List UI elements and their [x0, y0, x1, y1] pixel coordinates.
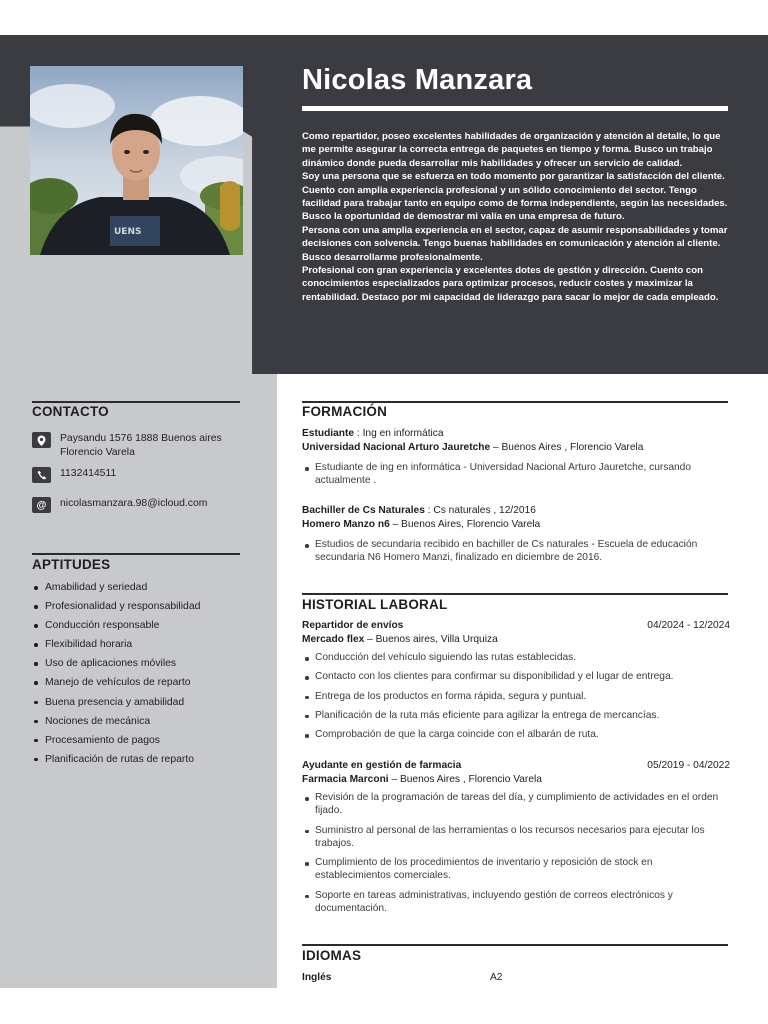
- top-margin: [0, 0, 768, 35]
- list-item: Cumplimiento de los procedimientos de inventario y reposición de stock en establecimientos comerciales.: [302, 856, 730, 883]
- job-entry: [302, 759, 730, 921]
- languages-rule: [302, 944, 728, 946]
- degree: Bachiller de Cs Naturales: [302, 505, 425, 516]
- candidate-name: Nicolas Manzara: [302, 64, 533, 96]
- svg-text:UENS: UENS: [114, 227, 142, 237]
- list-item: Entrega de los productos en forma rápida, segura y puntual.: [302, 690, 730, 703]
- list-item: Conducción responsable: [32, 616, 200, 635]
- languages-title: IDIOMAS: [302, 948, 362, 963]
- list-item: Conducción del vehículo siguiendo las rutas establecidas.: [302, 651, 730, 664]
- school: Universidad Nacional Arturo Jauretche: [302, 441, 491, 453]
- job-role: Ayudante en gestión de farmacia: [302, 760, 462, 771]
- list-item: Uso de aplicaciones móviles: [32, 654, 200, 673]
- school: Homero Manzo n6: [302, 518, 390, 530]
- work-rule: [302, 593, 728, 595]
- list-item: Suministro al personal de las herramientas o los recursos necesarios para ejecutar los trabajos.: [302, 824, 730, 851]
- skills-list: [32, 578, 200, 769]
- education-title: FORMACIÓN: [302, 404, 388, 419]
- school-location: – Buenos Aires , Florencio Varela: [490, 441, 644, 453]
- language-row: [302, 971, 730, 985]
- profile-photo: [30, 66, 243, 255]
- company: Farmacia Marconi: [302, 773, 389, 785]
- list-item: Buena presencia y amabilidad: [32, 693, 200, 712]
- school-location: – Buenos Aires, Florencio Varela: [389, 518, 541, 530]
- address-text: Paysandu 1576 1888 Buenos aires Florencio Varela: [60, 433, 222, 458]
- phone-icon: [32, 467, 51, 483]
- list-item: Procesamiento de pagos: [32, 731, 200, 750]
- list-item: Amabilidad y seriedad: [32, 578, 200, 597]
- language-name: Inglés: [302, 972, 332, 983]
- education-rule: [302, 401, 728, 403]
- list-item: Planificación de la ruta más eficiente para agilizar la entrega de mercancías.: [302, 709, 730, 722]
- list-item: Estudiante de ing en informática - Universidad Nacional Arturo Jauretche, cursando actualmente .: [302, 461, 730, 488]
- language-level: A2: [490, 972, 503, 983]
- bottom-margin: [0, 988, 768, 1024]
- summary-paragraph: Soy una persona que se esfuerza en todo momento por garantizar la satisfacción del cliente. Cuento con amplia experiencia profesional y un sólido conocimiento del sector. Tengo facilidad para trabajar tanto en equipo como de forma independiente, según las necesidades. Busco la oportunidad de demostrar mi valía en una empresa de futuro.: [302, 171, 728, 223]
- contact-address: [32, 432, 240, 459]
- company: Mercado flex: [302, 633, 365, 645]
- email-link[interactable]: nicolasmanzara.98@icloud.com: [60, 498, 208, 509]
- contact-rule: [32, 401, 240, 403]
- degree-detail: : Ing en informática: [356, 428, 444, 439]
- name-underline: [302, 106, 728, 111]
- skills-title: APTITUDES: [32, 557, 111, 572]
- list-item: Soporte en tareas administrativas, incluyendo gestión de correos electrónicos y documentación.: [302, 889, 730, 916]
- phone-link[interactable]: 1132414511: [60, 468, 117, 479]
- degree-detail: : Cs naturales , 12/2016: [427, 505, 536, 516]
- summary-paragraph: Como repartidor, poseo excelentes habilidades de organización y atención al detalle, lo que me permite asegurar la correcta entrega de paquetes en tiempo y forma. Busco un trabajo dinámico donde pueda desarrollar mis habilidades y ofrecer un servicio de calidad.: [302, 131, 721, 169]
- contact-phone: [32, 467, 116, 483]
- contact-email: [32, 497, 207, 513]
- list-item: Manejo de vehículos de reparto: [32, 673, 200, 692]
- job-dates: 05/2019 - 04/2022: [647, 760, 730, 771]
- education-entry: [302, 504, 730, 571]
- job-role: Repartidor de envíos: [302, 620, 404, 631]
- list-item: Flexibilidad horaria: [32, 635, 200, 654]
- professional-summary: [302, 130, 732, 304]
- list-item: Comprobación de que la carga coincide con el albarán de ruta.: [302, 728, 730, 741]
- map-pin-icon: [32, 432, 51, 448]
- skills-rule: [32, 553, 240, 555]
- company-location: – Buenos aires, Villa Urquiza: [364, 633, 498, 645]
- contact-title: CONTACTO: [32, 404, 109, 419]
- at-sign-icon: @: [32, 497, 51, 513]
- summary-paragraph: Persona con una amplia experiencia en el sector, capaz de asumir responsabilidades y tomar decisiones con solvencia. Tengo buenas habilidades en comunicación y atención al cliente. Busco desarrollarme profesionalmente.: [302, 224, 728, 263]
- list-item: Contacto con los clientes para confirmar su disponibilidad y el lugar de entrega.: [302, 670, 730, 683]
- list-item: Planificación de rutas de reparto: [32, 750, 200, 769]
- list-item: Revisión de la programación de tareas del día, y cumplimiento de actividades en el orden fijado.: [302, 791, 730, 818]
- job-entry: [302, 619, 730, 747]
- summary-paragraph: Profesional con gran experiencia y excelentes dotes de gestión y dirección. Cuento con conocimientos especializados para optimizar procesos, reducir costes y maximizar la rentabilidad. Destaco por mi capacidad de liderazgo para sacar lo mejor de cada empleado.: [302, 265, 719, 303]
- education-entry: [302, 427, 730, 494]
- list-item: Profesionalidad y responsabilidad: [32, 597, 200, 616]
- list-item: Estudios de secundaria recibido en bachiller de Cs naturales - Escuela de educación secundaria N6 Homero Manzi, finalizado en diciembre de 2016.: [302, 538, 730, 565]
- list-item: Nociones de mecánica: [32, 712, 200, 731]
- degree: Estudiante: [302, 428, 355, 439]
- work-title: HISTORIAL LABORAL: [302, 597, 448, 612]
- company-location: – Buenos Aires , Florencio Varela: [388, 773, 542, 785]
- job-dates: 04/2024 - 12/2024: [647, 620, 730, 631]
